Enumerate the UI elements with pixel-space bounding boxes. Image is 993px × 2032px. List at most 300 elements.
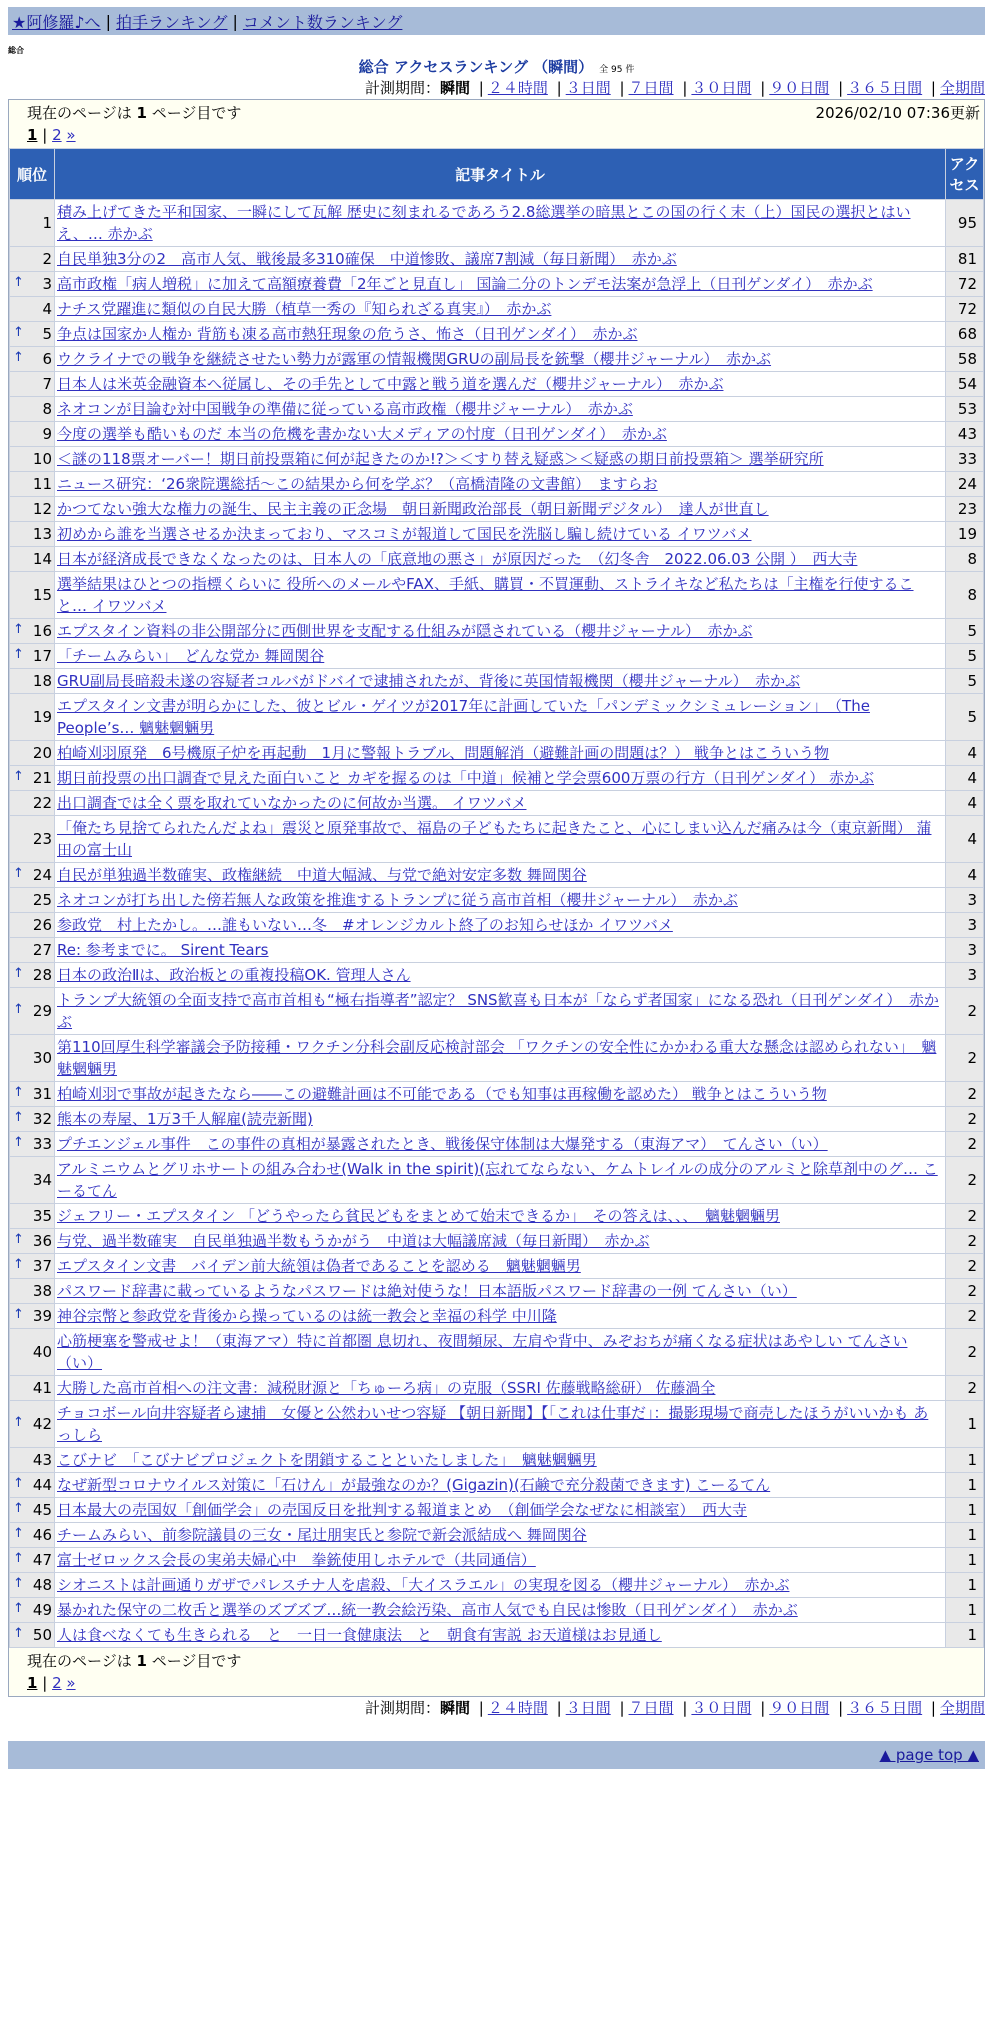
- access-count: 3: [946, 888, 984, 913]
- article-link[interactable]: 柏崎刈羽原発 6号機原子炉を再起動 1月に警報トラブル、問題解消（避難計画の問題は？） 戦争とはこういう物: [57, 744, 830, 762]
- title-cell: [55, 1329, 946, 1376]
- pager-page-2[interactable]: 2: [52, 1674, 62, 1692]
- access-count: 2: [946, 1376, 984, 1401]
- rank-number: 50: [32, 1626, 52, 1644]
- title-cell: [55, 247, 946, 272]
- table-row: [10, 497, 984, 522]
- article-link[interactable]: 日本の政治Ⅱは、政治板との重複投稿OK. 管理人さん: [57, 966, 411, 984]
- table-row: [10, 1498, 984, 1523]
- rank-number: 2: [42, 250, 52, 268]
- period-link-90d[interactable]: ９０日間: [769, 1699, 830, 1717]
- access-count: 2: [946, 1082, 984, 1107]
- access-count: 1: [946, 1473, 984, 1498]
- table-row: [10, 247, 984, 272]
- rank-number: 6: [42, 350, 52, 368]
- table-row: [10, 1329, 984, 1376]
- article-link[interactable]: プチエンジェル事件 この事件の真相が暴露されたとき、戦後保守体制は大爆発する（東海アマ） てんさい（い）: [57, 1135, 828, 1153]
- rank-cell: [10, 1254, 55, 1279]
- article-link[interactable]: 自民が単独過半数確実、政権継続 中道大幅減、与党で絶対安定多数 舞岡関谷: [57, 866, 587, 884]
- rank-cell: [10, 913, 55, 938]
- title-cell: [55, 447, 946, 472]
- period-link-7d[interactable]: ７日間: [628, 1699, 674, 1717]
- access-count: 8: [946, 572, 984, 619]
- access-count: 72: [946, 272, 984, 297]
- title-cell: [55, 1157, 946, 1204]
- table-row: [10, 297, 984, 322]
- period-link-3d[interactable]: ３日間: [565, 1699, 611, 1717]
- up-arrow-icon: ↑: [13, 275, 24, 290]
- title-cell: [55, 741, 946, 766]
- rank-cell: [10, 619, 55, 644]
- article-link[interactable]: 参政党 村上たかし。…誰もいない…冬 #オレンジカルト終了のお知らせほか イワツバメ: [57, 916, 673, 934]
- col-rank-header: 順位: [10, 149, 55, 200]
- nav-separator: |: [105, 11, 111, 31]
- access-count: 2: [946, 1107, 984, 1132]
- rank-number: 26: [32, 916, 52, 934]
- rank-number: 8: [42, 400, 52, 418]
- page-title-text: 総合 アクセスランキング （瞬間）: [358, 58, 594, 76]
- title-cell: [55, 397, 946, 422]
- rank-cell: [10, 522, 55, 547]
- title-cell: [55, 472, 946, 497]
- rank-number: 12: [32, 500, 52, 518]
- title-cell: [55, 347, 946, 372]
- rank-number: 39: [32, 1307, 52, 1325]
- article-link[interactable]: 初めから誰を当選させるか決まっており、マスコミが報道して国民を洗脳し騙し続けている イワツバメ: [57, 525, 752, 543]
- rank-cell: [10, 1035, 55, 1082]
- access-count: 2: [946, 1254, 984, 1279]
- rank-cell: [10, 863, 55, 888]
- period-current: 瞬間: [439, 1699, 470, 1717]
- article-link[interactable]: ナチス党躍進に類似の自民大勝（植草一秀の『知られざる真実』） 赤かぶ: [57, 300, 552, 318]
- article-link[interactable]: 日本人は米英金融資本へ従属し、その手先として中露と戦う道を選んだ（櫻井ジャーナル） 赤かぶ: [57, 375, 724, 393]
- col-access-header: アクセス: [946, 149, 984, 200]
- table-row: [10, 1035, 984, 1082]
- access-count: 43: [946, 422, 984, 447]
- rank-number: 13: [32, 525, 52, 543]
- rank-number: 25: [32, 891, 52, 909]
- article-link[interactable]: ジェフリー・エプスタイン 「どうやったら貧民どもをまとめて始末できるか」 その答えは、、、 魑魅魍魎男: [57, 1207, 780, 1225]
- title-cell: [55, 547, 946, 572]
- table-row: [10, 1157, 984, 1204]
- rank-number: 4: [42, 300, 52, 318]
- page-info-suffix: ページ目です: [151, 1652, 242, 1670]
- access-count: 53: [946, 397, 984, 422]
- title-cell: [55, 200, 946, 247]
- table-row: [10, 938, 984, 963]
- period-link-24h[interactable]: ２４時間: [487, 79, 548, 97]
- page-info-suffix: ページ目です: [151, 104, 242, 122]
- table-row: [10, 1523, 984, 1548]
- page-info-bottom: [9, 1648, 984, 1696]
- rank-number: 7: [42, 375, 52, 393]
- table-row: [10, 791, 984, 816]
- article-link[interactable]: ニュース研究：‘26衆院選総括～この結果から何を学ぶ？（高橋清隆の文書館） ますらお: [57, 475, 658, 493]
- article-link[interactable]: 「俺たち見捨てられたんだよね」震災と原発事故で、福島の子どもたちに起きたこと、心にしまい込んだ痛みは今（東京新聞） 蒲田の富士山: [57, 819, 932, 859]
- access-count: 1: [946, 1401, 984, 1448]
- rank-cell: [10, 1304, 55, 1329]
- table-row: [10, 1573, 984, 1598]
- rank-number: 33: [32, 1135, 52, 1153]
- access-count: 1: [946, 1448, 984, 1473]
- pager-page-2[interactable]: 2: [52, 126, 62, 144]
- table-row: [10, 1107, 984, 1132]
- access-count: 1: [946, 1623, 984, 1648]
- table-row: [10, 766, 984, 791]
- rank-number: 29: [32, 1002, 52, 1020]
- article-link[interactable]: なぜ新型コロナウイルス対策に「石けん」が最強なのか？(Gigazin)(石鹸で充分殺菌できます) こーるてん: [57, 1476, 771, 1494]
- up-arrow-icon: ↑: [13, 1307, 24, 1322]
- rank-cell: [10, 1329, 55, 1376]
- up-arrow-icon: ↑: [13, 1526, 24, 1541]
- rank-number: 3: [42, 275, 52, 293]
- rank-cell: [10, 1498, 55, 1523]
- rank-number: 1: [42, 214, 52, 232]
- table-row: [10, 913, 984, 938]
- rank-cell: [10, 1548, 55, 1573]
- table-row: [10, 1254, 984, 1279]
- access-count: 5: [946, 669, 984, 694]
- rank-number: 42: [32, 1415, 52, 1433]
- article-link[interactable]: 「チームみらい」 どんな党か 舞岡関谷: [57, 647, 325, 665]
- title-cell: [55, 1598, 946, 1623]
- rank-number: 47: [32, 1551, 52, 1569]
- access-count: 1: [946, 1598, 984, 1623]
- article-link[interactable]: 出口調査では全く票を取れていなかったのに何故か当選。 イワツバメ: [57, 794, 527, 812]
- period-link-365d[interactable]: ３６５日間: [847, 1699, 923, 1717]
- access-count: 58: [946, 347, 984, 372]
- rank-cell: [10, 322, 55, 347]
- article-link[interactable]: エプスタイン文書 バイデン前大統領は偽者であることを認める 魑魅魍魎男: [57, 1257, 581, 1275]
- period-label: 計測期間：: [364, 79, 440, 97]
- article-link[interactable]: エプスタイン文書が明らかにした、彼とビル・ゲイツが2017年に計画していた「パンデミックシミュレーション」 （The People’s… 魑魅魍魎男: [57, 697, 870, 737]
- table-row: [10, 472, 984, 497]
- article-link[interactable]: 人は食べなくても生きられる と 一日一食健康法 と 朝食有害説 お天道様はお見通し: [57, 1626, 662, 1644]
- pager-current: 1: [27, 126, 38, 144]
- up-arrow-icon: ↑: [13, 1476, 24, 1491]
- access-count: 3: [946, 938, 984, 963]
- access-count: 24: [946, 472, 984, 497]
- title-cell: [55, 1132, 946, 1157]
- col-title-header: 記事タイトル: [55, 149, 946, 200]
- period-selector-top: 計測期間：瞬間 | ２４時間 | ３日間 | ７日間 | ３０日間 | ９０日間 | ３６５日間 | 全期間: [364, 79, 985, 97]
- article-link[interactable]: 富士ゼロックス会長の実弟夫婦心中 拳銃使用しホテルで（共同通信）: [57, 1551, 536, 1569]
- title-cell: [55, 322, 946, 347]
- rank-number: 34: [32, 1171, 52, 1189]
- access-count: 19: [946, 522, 984, 547]
- title-cell: [55, 619, 946, 644]
- title-cell: [55, 297, 946, 322]
- table-row: [10, 888, 984, 913]
- title-cell: [55, 1229, 946, 1254]
- home-link[interactable]: ★阿修羅♪へ: [12, 12, 101, 32]
- article-link[interactable]: 選挙結果はひとつの指標くらいに 役所へのメールやFAX、手紙、購買・不買運動、ストライキなど私たちは「主権を行使すること… イワツバメ: [57, 575, 914, 615]
- page-info-prefix: 現在のページは: [27, 1652, 132, 1670]
- total-count: 全 95 件: [599, 65, 635, 75]
- rank-number: 38: [32, 1282, 52, 1300]
- table-row: [10, 1401, 984, 1448]
- table-row: [10, 644, 984, 669]
- period-link-30d[interactable]: ３０日間: [691, 79, 752, 97]
- access-count: 72: [946, 297, 984, 322]
- rank-number: 37: [32, 1257, 52, 1275]
- table-row: [10, 1132, 984, 1157]
- table-row: [10, 741, 984, 766]
- rank-cell: [10, 888, 55, 913]
- article-link[interactable]: こびナビ 「こびナビプロジェクトを閉鎖することといたしました」 魑魅魍魎男: [57, 1451, 597, 1469]
- table-row: [10, 863, 984, 888]
- rank-number: 35: [32, 1207, 52, 1225]
- article-link[interactable]: ウクライナでの戦争を継続させたい勢力が露軍の情報機関GRUの副局長を銃撃（櫻井ジャーナル） 赤かぶ: [57, 350, 772, 368]
- nav-separator: |: [232, 11, 238, 31]
- pager-current: 1: [27, 1674, 38, 1692]
- title-cell: [55, 644, 946, 669]
- article-link[interactable]: 大勝した高市首相への注文書：減税財源と「ちゅーろ病」の克服（SSRI 佐藤戦略総研） 佐藤渦全: [57, 1379, 716, 1397]
- rank-cell: [10, 1229, 55, 1254]
- pager-top: [27, 126, 980, 144]
- up-arrow-icon: ↑: [13, 866, 24, 881]
- rank-number: 21: [32, 769, 52, 787]
- title-cell: [55, 963, 946, 988]
- up-arrow-icon: ↑: [13, 1257, 24, 1272]
- article-link[interactable]: ネオコンが目論む対中国戦争の準備に従っている高市政権（櫻井ジャーナル） 赤かぶ: [57, 400, 633, 418]
- rank-cell: [10, 200, 55, 247]
- table-row: [10, 200, 984, 247]
- rank-cell: [10, 816, 55, 863]
- rank-number: 32: [32, 1110, 52, 1128]
- access-count: 68: [946, 322, 984, 347]
- pager-next[interactable]: »: [66, 126, 76, 144]
- title-cell: [55, 669, 946, 694]
- access-count: 8: [946, 547, 984, 572]
- rank-number: 19: [32, 708, 52, 726]
- article-link[interactable]: 積み上げてきた平和国家、一瞬にして瓦解 歴史に刻まれるであろう2.8総選挙の暗黒とこの国の行く末（上）国民の選択とはいえ、… 赤かぶ: [57, 203, 911, 243]
- article-link[interactable]: 心筋梗塞を警戒せよ！（東海アマ）特に首都圏 息切れ、夜間頻尿、左肩や背中、みぞおちが痛くなる症状はあやしい てんさい（い）: [57, 1332, 908, 1372]
- access-count: 33: [946, 447, 984, 472]
- article-link[interactable]: 高市政権「病人増税」に加えて高額療養費「2年ごと見直し」 国論二分のトンデモ法案が急浮上（日刊ゲンダイ） 赤かぶ: [57, 275, 873, 293]
- table-row: [10, 547, 984, 572]
- up-arrow-icon: ↑: [13, 647, 24, 662]
- article-link[interactable]: 暴かれた保守の二枚舌と選挙のズブズブ…統一教会絵汚染、高市人気でも自民は惨敗（日刊ゲンダイ） 赤かぶ: [57, 1601, 798, 1619]
- rank-cell: [10, 1573, 55, 1598]
- access-count: 5: [946, 619, 984, 644]
- rank-number: 20: [32, 744, 52, 762]
- pager-bottom: [27, 1674, 980, 1692]
- period-current: 瞬間: [439, 79, 470, 97]
- table-row: [10, 1376, 984, 1401]
- rank-cell: [10, 297, 55, 322]
- table-row: [10, 694, 984, 741]
- rank-number: 43: [32, 1451, 52, 1469]
- title-cell: [55, 816, 946, 863]
- up-arrow-icon: ↑: [13, 1110, 24, 1125]
- title-cell: [55, 1548, 946, 1573]
- access-count: 54: [946, 372, 984, 397]
- up-arrow-icon: ↑: [13, 1626, 24, 1641]
- article-link[interactable]: トランプ大統領の全面支持で高市首相も“極右指導者”認定？ SNS歓喜も日本が「ならず者国家」になる恐れ（日刊ゲンダイ） 赤かぶ: [57, 991, 939, 1031]
- article-link[interactable]: Re: 参考までに。 Sirent Tears: [57, 941, 269, 959]
- table-row: [10, 422, 984, 447]
- page-info-top: [9, 100, 984, 148]
- rank-cell: [10, 1376, 55, 1401]
- up-arrow-icon: ↑: [13, 325, 24, 340]
- article-link[interactable]: パスワード辞書に載っているようなパスワードは絶対使うな！日本語版パスワード辞書の一例 てんさい（い）: [57, 1282, 797, 1300]
- rank-number: 23: [32, 830, 52, 848]
- article-link[interactable]: 熊本の寿屋、1万3千人解雇(読売新聞): [57, 1110, 313, 1128]
- article-link[interactable]: ＜謎の118票オーバー！期日前投票箱に何が起きたのか!?＞＜すり替え疑惑＞＜疑惑の期日前投票箱＞ 選挙研究所: [57, 450, 824, 468]
- title-cell: [55, 1473, 946, 1498]
- rank-number: 5: [42, 325, 52, 343]
- period-link-all[interactable]: 全期間: [939, 79, 985, 97]
- up-arrow-icon: ↑: [13, 1415, 24, 1430]
- title-cell: [55, 1082, 946, 1107]
- rank-cell: [10, 547, 55, 572]
- rank-number: 45: [32, 1501, 52, 1519]
- article-link[interactable]: 日本最大の売国奴「創価学会」の売国反日を批判する報道まとめ （創価学会なぜなに相談室） 西大寺: [57, 1501, 748, 1519]
- article-link[interactable]: 柏崎刈羽で事故が起きたなら――この避難計画は不可能である（でも知事は再稼働を認めた） 戦争とはこういう物: [57, 1085, 827, 1103]
- period-link-3d[interactable]: ３日間: [565, 79, 611, 97]
- article-link[interactable]: チョコボール向井容疑者ら逮捕 女優と公然わいせつ容疑 【朝日新聞】【「これは仕事だ」：撮影現場で商売したほうがいいかも あっしら: [57, 1404, 929, 1444]
- article-link[interactable]: 神谷宗幣と参政党を背後から操っているのは統一教会と幸福の科学 中川隆: [57, 1307, 557, 1325]
- rank-number: 22: [32, 794, 52, 812]
- title-cell: [55, 888, 946, 913]
- access-count: 1: [946, 1573, 984, 1598]
- table-row: [10, 1204, 984, 1229]
- article-link[interactable]: 日本が経済成長できなくなったのは、日本人の「底意地の悪さ」が原因だった （幻冬舎 2022.06.03 公開 ） 西大寺: [57, 550, 858, 568]
- table-row: [10, 522, 984, 547]
- rank-cell: [10, 272, 55, 297]
- title-cell: [55, 422, 946, 447]
- rank-cell: [10, 347, 55, 372]
- rank-cell: [10, 1157, 55, 1204]
- rank-number: 31: [32, 1085, 52, 1103]
- title-cell: [55, 572, 946, 619]
- article-link[interactable]: GRU副局長暗殺未遂の容疑者コルバがドバイで逮捕されたが、背後に英国情報機関（櫻井ジャーナル） 赤かぶ: [57, 672, 801, 690]
- period-link-30d[interactable]: ３０日間: [691, 1699, 752, 1717]
- table-row: [10, 397, 984, 422]
- table-row: [10, 322, 984, 347]
- rank-cell: [10, 247, 55, 272]
- article-link[interactable]: 自民単独3分の2 高市人気、戦後最多310確保 中道惨敗、議席7割減（毎日新聞） 赤かぶ: [57, 250, 677, 268]
- article-link[interactable]: アルミニウムとグリホサートの組み合わせ(Walk in the spirit)(忘れてならない、ケムトレイルの成分のアルミと除草剤中のグ… こーるてん: [57, 1160, 938, 1200]
- title-cell: [55, 1448, 946, 1473]
- period-link-all[interactable]: 全期間: [939, 1699, 985, 1717]
- clap-ranking-link[interactable]: 拍手ランキング: [115, 12, 228, 32]
- table-row: [10, 963, 984, 988]
- table-row: [10, 1082, 984, 1107]
- article-link[interactable]: エプスタイン資料の非公開部分に西側世界を支配する仕組みが隠されている（櫻井ジャーナル） 赤かぶ: [57, 622, 753, 640]
- access-count: 5: [946, 694, 984, 741]
- rank-cell: [10, 497, 55, 522]
- rank-cell: [10, 372, 55, 397]
- rank-cell: [10, 1082, 55, 1107]
- page-top-link[interactable]: ▲ page top ▲: [879, 1746, 979, 1764]
- period-link-7d[interactable]: ７日間: [628, 79, 674, 97]
- rank-number: 27: [32, 941, 52, 959]
- title-cell: [55, 1498, 946, 1523]
- rank-cell: [10, 1598, 55, 1623]
- access-count: 2: [946, 1329, 984, 1376]
- article-link[interactable]: かつてない強大な権力の誕生、民主主義の正念場 朝日新聞政治部長（朝日新聞デジタル） 達人が世直し: [57, 500, 769, 518]
- article-link[interactable]: ネオコンが打ち出した傍若無人な政策を推進するトランプに従う高市首相（櫻井ジャーナル） 赤かぶ: [57, 891, 738, 909]
- article-link[interactable]: 与党、過半数確実 自民単独過半数もうかがう 中道は大幅議席減（毎日新聞） 赤かぶ: [57, 1232, 650, 1250]
- up-arrow-icon: ↑: [13, 1576, 24, 1591]
- up-arrow-icon: ↑: [13, 966, 24, 981]
- rank-number: 9: [42, 425, 52, 443]
- page-info-prefix: 現在のページは: [27, 104, 132, 122]
- rank-cell: [10, 422, 55, 447]
- rank-cell: [10, 447, 55, 472]
- access-count: 2: [946, 988, 984, 1035]
- title-cell: [55, 1254, 946, 1279]
- title-cell: [55, 863, 946, 888]
- rank-cell: [10, 1204, 55, 1229]
- rank-cell: [10, 669, 55, 694]
- rank-cell: [10, 472, 55, 497]
- table-row: [10, 372, 984, 397]
- table-row: [10, 572, 984, 619]
- rank-number: 41: [32, 1379, 52, 1397]
- article-link[interactable]: 期日前投票の出口調査で見えた面白いこと カギを握るのは「中道」候補と学会票600万票の行方（日刊ゲンダイ） 赤かぶ: [57, 769, 874, 787]
- access-count: 1: [946, 1498, 984, 1523]
- ranking-rows: [10, 200, 984, 1648]
- article-link[interactable]: 今度の選挙も酷いものだ 本当の危機を書かない大メディアの忖度（日刊ゲンダイ） 赤かぶ: [57, 425, 667, 443]
- period-link-365d[interactable]: ３６５日間: [847, 79, 923, 97]
- title-cell: [55, 1035, 946, 1082]
- access-count: 2: [946, 1204, 984, 1229]
- access-count: 2: [946, 1279, 984, 1304]
- article-link[interactable]: チームみらい、前参院議員の三女・尾辻朋実氏と参院で新会派結成へ 舞岡関谷: [57, 1526, 587, 1544]
- table-row: [10, 1304, 984, 1329]
- comment-ranking-link[interactable]: コメント数ランキング: [242, 12, 403, 32]
- rank-cell: [10, 1401, 55, 1448]
- access-count: 81: [946, 247, 984, 272]
- table-row: [10, 1598, 984, 1623]
- article-link[interactable]: シオニストは計画通りガザでパレスチナ人を虐殺、「大イスラエル」の実現を図る（櫻井ジャーナル） 赤かぶ: [57, 1576, 790, 1594]
- updated-timestamp: 2026/02/10 07:36更新: [815, 104, 980, 122]
- rank-number: 11: [32, 475, 52, 493]
- pager-next[interactable]: »: [66, 1674, 76, 1692]
- access-count: 4: [946, 816, 984, 863]
- rank-cell: [10, 1107, 55, 1132]
- up-arrow-icon: ↑: [13, 622, 24, 637]
- up-arrow-icon: ↑: [13, 1002, 24, 1017]
- article-link[interactable]: 争点は国家か人権か 背筋も凍る高市熱狂現象の危うさ、怖さ（日刊ゲンダイ） 赤かぶ: [57, 325, 638, 343]
- page-title: [8, 57, 985, 77]
- rank-number: 44: [32, 1476, 52, 1494]
- table-row: [10, 347, 984, 372]
- title-cell: [55, 1401, 946, 1448]
- period-link-24h[interactable]: ２４時間: [487, 1699, 548, 1717]
- rank-number: 17: [32, 647, 52, 665]
- rank-cell: [10, 1623, 55, 1648]
- access-count: 3: [946, 913, 984, 938]
- period-selector-bottom: 計測期間：瞬間 | ２４時間 | ３日間 | ７日間 | ３０日間 | ９０日間 | ３６５日間 | 全期間: [364, 1699, 985, 1717]
- title-cell: [55, 372, 946, 397]
- access-count: 4: [946, 791, 984, 816]
- period-label: 計測期間：: [364, 1699, 440, 1717]
- period-link-90d[interactable]: ９０日間: [769, 79, 830, 97]
- title-cell: [55, 913, 946, 938]
- rank-cell: [10, 741, 55, 766]
- title-cell: [55, 1573, 946, 1598]
- article-link[interactable]: 第110回厚生科学審議会予防接種・ワクチン分科会副反応検討部会 「ワクチンの安全性にかかわる重大な懸念は認められない」 魑魅魍魎男: [57, 1038, 937, 1078]
- rank-number: 16: [32, 622, 52, 640]
- rank-number: 46: [32, 1526, 52, 1544]
- access-count: 3: [946, 963, 984, 988]
- title-cell: [55, 694, 946, 741]
- up-arrow-icon: ↑: [13, 1601, 24, 1616]
